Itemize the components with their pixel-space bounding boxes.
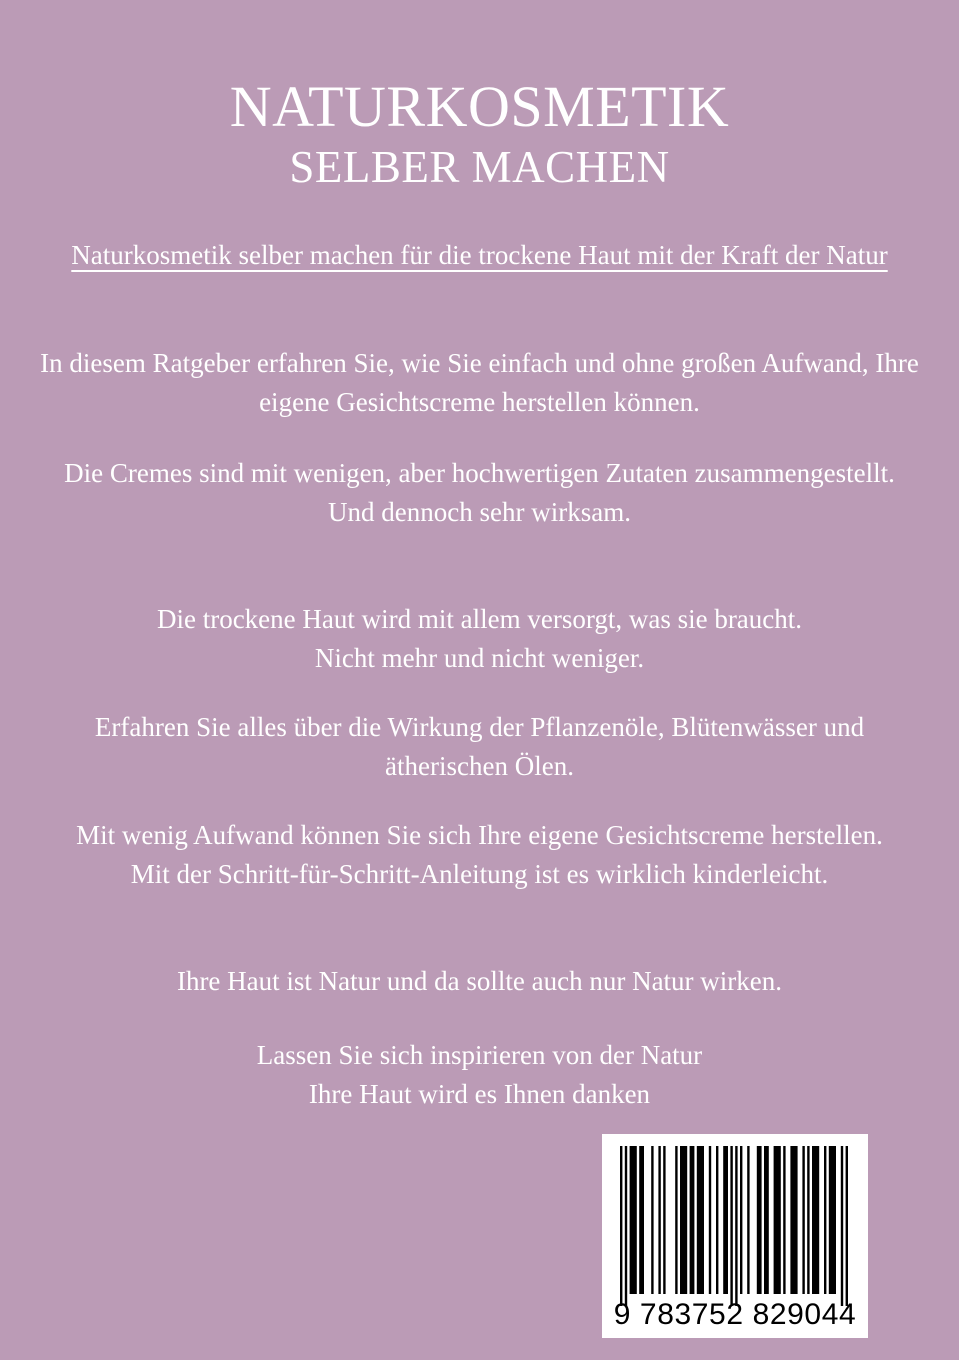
barcode-bar	[663, 1146, 665, 1294]
blurb-headline-text: Naturkosmetik selber machen für die trockene Haut mit der Kraft der Natur	[71, 240, 888, 270]
blurb-line: Lassen Sie sich inspirieren von der Natur	[256, 1040, 703, 1070]
barcode-bar	[764, 1146, 769, 1294]
barcode-bar	[747, 1146, 749, 1294]
barcode-bar	[757, 1146, 762, 1294]
blurb-line: Ihre Haut wird es Ihnen danken	[308, 1078, 651, 1109]
barcode-bar	[740, 1146, 742, 1294]
blurb-line: Ihre Haut ist Natur und da sollte auch nur Natur wirken.	[176, 966, 783, 996]
barcode-bar	[716, 1146, 718, 1294]
barcode-bar	[802, 1146, 804, 1294]
blurb-line: Und dennoch sehr wirksam.	[328, 496, 631, 527]
blurb-headline	[40, 236, 919, 275]
barcode-bar	[783, 1146, 785, 1294]
barcode-bar	[841, 1146, 843, 1306]
barcode-bar	[639, 1146, 644, 1294]
barcode-bar	[829, 1146, 836, 1294]
cover-title: NATURKOSMETIK	[229, 74, 730, 139]
barcode-bar	[846, 1146, 848, 1306]
barcode-bar	[774, 1146, 781, 1294]
blurb-paragraph	[40, 344, 919, 421]
blurb-paragraph	[40, 962, 919, 1001]
barcode-bar	[812, 1146, 819, 1294]
barcode-bar	[690, 1146, 695, 1294]
cover-subtitle: SELBER MACHEN	[289, 142, 670, 192]
blurb-line: Die Cremes sind mit wenigen, aber hochwertigen Zutaten zusammengestellt.	[64, 458, 895, 488]
barcode-bar	[658, 1146, 660, 1294]
blurb-paragraph	[40, 816, 919, 893]
barcode-bar	[620, 1146, 622, 1306]
barcode-bar	[651, 1146, 653, 1294]
blurb-paragraph	[40, 600, 919, 677]
barcode-bar	[625, 1146, 627, 1306]
barcode-bar	[709, 1146, 711, 1294]
blurb-paragraph	[40, 454, 919, 531]
blurb-line: Nicht mehr und nicht weniger.	[314, 642, 645, 673]
barcode-bar	[697, 1146, 704, 1294]
barcode-bar	[824, 1146, 826, 1294]
blurb-line: In diesem Ratgeber erfahren Sie, wie Sie einfach und ohne großen Aufwand, Ihre eigene Gesichtscreme herstellen können.	[40, 348, 919, 417]
barcode-bar	[675, 1146, 677, 1294]
barcode-bar	[680, 1146, 687, 1294]
barcode-bar	[735, 1146, 737, 1306]
blurb-line: Mit wenig Aufwand können Sie sich Ihre eigene Gesichtscreme herstellen.	[76, 820, 883, 850]
barcode-bar	[807, 1146, 809, 1294]
blurb-line: Erfahren Sie alles über die Wirkung der Pflanzenöle, Blütenwässer und ätherischen Ölen.	[94, 712, 865, 781]
blurb-line: Mit der Schritt-für-Schritt-Anleitung ist es wirklich kinderleicht.	[130, 858, 829, 889]
blurb-line: Die trockene Haut wird mit allem versorgt, was sie braucht.	[156, 604, 803, 634]
barcode-bar	[723, 1146, 728, 1294]
blurb-paragraph	[40, 1036, 919, 1113]
barcode-bar	[630, 1146, 637, 1294]
isbn-number: 9 783752 829044	[613, 1298, 857, 1331]
barcode-bar	[790, 1146, 797, 1294]
blurb-paragraph	[40, 708, 919, 785]
barcode-bar	[730, 1146, 732, 1306]
isbn-barcode	[602, 1134, 868, 1338]
